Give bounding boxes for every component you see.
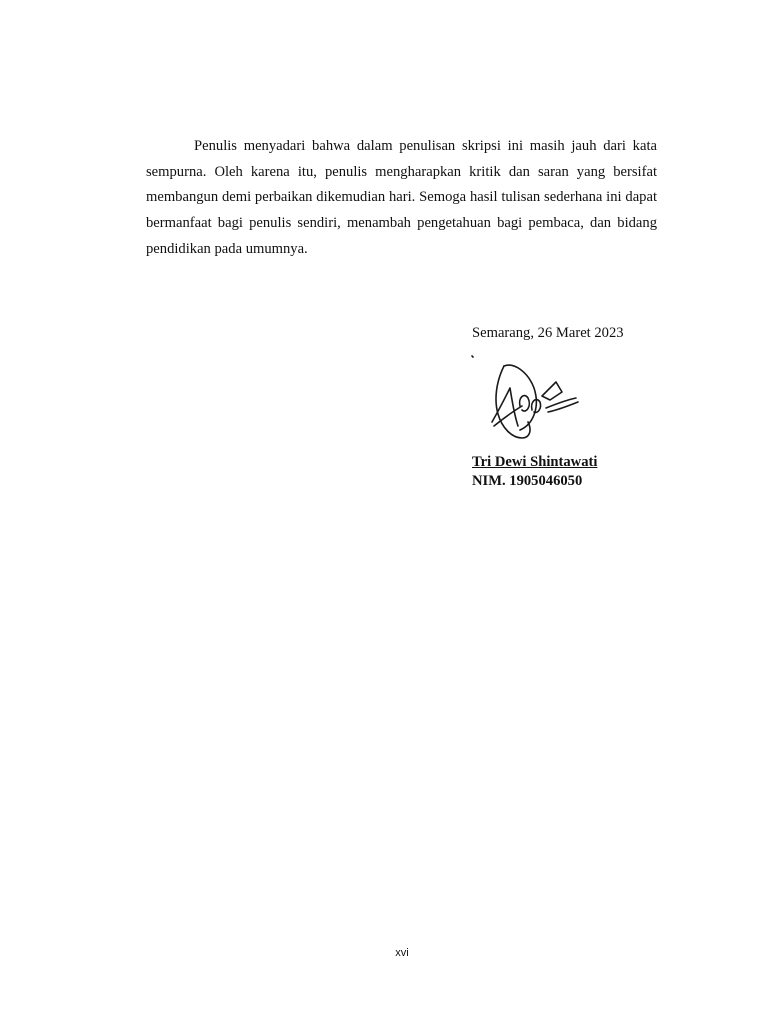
closing-paragraph: Penulis menyadari bahwa dalam penulisan skripsi ini masih jauh dari kata sempurna. Oleh karena itu, penulis mengharapkan kritik dan saran yang bersifat membangun demi perbaikan dikemudian hari. Semoga hasil tulisan sederhana ini dapat bermanfaat bagi penulis sendiri, menambah pengetahuan bagi pembaca, dan bidang pendidikan pada umumnya. [146,138,657,257]
handwritten-signature [470,352,590,448]
signer-student-id: NIM. 1905046050 [472,473,583,489]
page-number: xvi [395,947,409,959]
place-date: Semarang, 26 Maret 2023 [472,325,624,341]
signer-name: Tri Dewi Shintawati [472,454,598,470]
